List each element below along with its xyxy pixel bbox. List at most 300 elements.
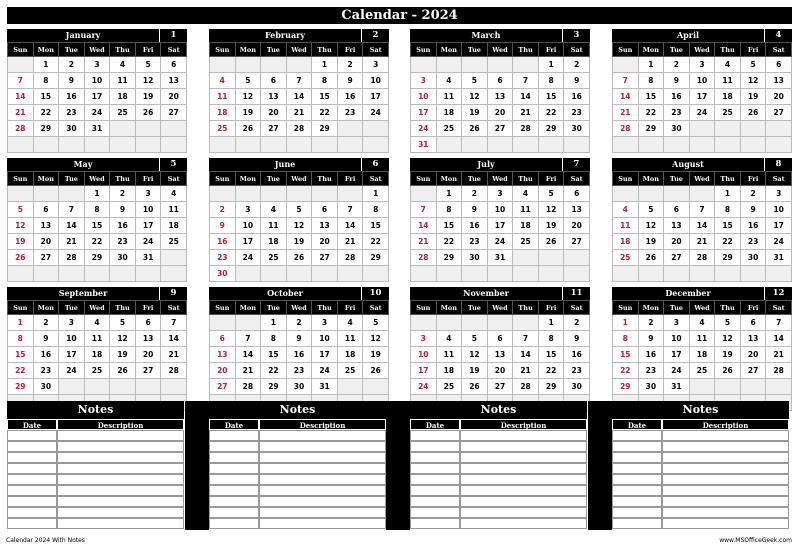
day-cell: 7 — [286, 73, 312, 89]
notes-row — [209, 496, 386, 507]
notes-date-cell — [410, 474, 460, 485]
day-cell: 5 — [740, 57, 766, 73]
weekday-header: Fri — [740, 172, 766, 186]
notes-date-cell — [7, 452, 57, 463]
day-cell: 12 — [135, 73, 161, 89]
day-cell: 18 — [436, 105, 462, 121]
day-cell: 7 — [337, 202, 363, 218]
empty-day-cell — [689, 186, 715, 202]
day-cell: 26 — [135, 105, 161, 121]
day-cell: 22 — [8, 363, 34, 379]
day-cell: 4 — [110, 57, 136, 73]
empty-day-cell — [740, 137, 766, 153]
notes-row — [410, 518, 587, 529]
day-cell: 30 — [462, 250, 488, 266]
empty-day-cell — [462, 137, 488, 153]
notes-date-cell — [410, 496, 460, 507]
footer-right: www.MSOfficeGeek.com — [719, 537, 792, 544]
month-header — [410, 158, 590, 171]
weekday-header: Fri — [135, 301, 161, 315]
day-cell: 17 — [664, 347, 690, 363]
notes-row — [612, 474, 789, 485]
empty-day-cell — [740, 121, 766, 137]
day-cell: 18 — [513, 218, 539, 234]
weekday-header: Mon — [235, 172, 261, 186]
empty-day-cell — [161, 121, 187, 137]
day-cell: 21 — [59, 234, 85, 250]
day-cell: 15 — [538, 89, 564, 105]
day-cell: 8 — [613, 331, 639, 347]
weekday-header: Wed — [84, 43, 110, 57]
notes-row — [612, 463, 789, 474]
notes-date-cell — [612, 485, 662, 496]
day-cell: 2 — [462, 186, 488, 202]
month-number: 7 — [573, 159, 580, 169]
weekday-header: Wed — [286, 301, 312, 315]
notes-row — [410, 463, 587, 474]
weekday-header: Mon — [33, 301, 59, 315]
weekday-header: Sat — [363, 301, 389, 315]
day-cell: 26 — [715, 363, 741, 379]
month-calendar — [7, 29, 187, 153]
day-cell: 21 — [513, 363, 539, 379]
notes-row — [612, 430, 789, 441]
day-cell: 28 — [8, 121, 34, 137]
empty-day-cell — [689, 137, 715, 153]
notes-row — [612, 496, 789, 507]
notes-description-cell — [460, 430, 587, 441]
day-cell: 8 — [84, 202, 110, 218]
day-cell: 26 — [286, 250, 312, 266]
day-cell: 20 — [664, 234, 690, 250]
weekday-header: Mon — [436, 43, 462, 57]
empty-day-cell — [210, 57, 236, 73]
day-cell: 13 — [210, 347, 236, 363]
day-cell: 27 — [210, 379, 236, 395]
empty-day-cell — [261, 186, 287, 202]
empty-day-cell — [8, 186, 34, 202]
day-cell: 20 — [487, 363, 513, 379]
empty-day-cell — [689, 121, 715, 137]
notes-panel — [209, 401, 386, 529]
day-cell: 26 — [638, 250, 664, 266]
empty-day-cell — [337, 266, 363, 282]
day-cell: 14 — [766, 331, 792, 347]
weekday-header: Mon — [638, 172, 664, 186]
month-header — [7, 287, 187, 300]
notes-description-cell — [662, 507, 789, 518]
notes-date-cell — [7, 518, 57, 529]
day-cell: 7 — [513, 331, 539, 347]
day-cell: 28 — [161, 363, 187, 379]
month-header — [209, 287, 389, 300]
day-cell: 19 — [135, 89, 161, 105]
day-cell: 23 — [664, 105, 690, 121]
notes-description-cell — [662, 518, 789, 529]
weekday-header: Tue — [664, 172, 690, 186]
day-cell: 23 — [110, 234, 136, 250]
weekday-header: Mon — [638, 43, 664, 57]
notes-date-cell — [612, 507, 662, 518]
day-cell: 13 — [161, 73, 187, 89]
day-cell: 7 — [513, 73, 539, 89]
empty-day-cell — [715, 137, 741, 153]
day-cell: 7 — [766, 315, 792, 331]
day-cell: 17 — [411, 105, 437, 121]
day-cell: 11 — [110, 73, 136, 89]
weekday-header: Tue — [59, 43, 85, 57]
day-cell: 23 — [740, 234, 766, 250]
weekday-header: Tue — [462, 172, 488, 186]
month-number: 3 — [573, 30, 580, 40]
month-grid — [410, 42, 590, 153]
day-cell: 5 — [638, 202, 664, 218]
weekday-header: Sat — [161, 43, 187, 57]
day-cell: 28 — [337, 250, 363, 266]
day-cell: 20 — [766, 89, 792, 105]
day-cell: 6 — [161, 57, 187, 73]
day-cell: 20 — [135, 347, 161, 363]
day-cell: 14 — [513, 89, 539, 105]
day-cell: 27 — [33, 250, 59, 266]
empty-day-cell — [411, 266, 437, 282]
notes-date-cell — [209, 496, 259, 507]
empty-day-cell — [487, 266, 513, 282]
day-cell: 13 — [766, 73, 792, 89]
month-name: May — [7, 158, 160, 171]
day-cell: 31 — [411, 137, 437, 153]
month-name: February — [209, 29, 362, 42]
empty-day-cell — [513, 266, 539, 282]
month-number: 12 — [772, 288, 785, 298]
notes-row — [410, 474, 587, 485]
weekday-header: Thu — [513, 43, 539, 57]
day-cell: 23 — [210, 250, 236, 266]
day-cell: 6 — [135, 315, 161, 331]
notes-date-header: Date — [410, 419, 460, 430]
empty-day-cell — [513, 315, 539, 331]
day-cell: 21 — [766, 347, 792, 363]
month-grid — [612, 42, 792, 153]
empty-day-cell — [638, 137, 664, 153]
notes-row — [7, 507, 184, 518]
empty-day-cell — [411, 186, 437, 202]
weekday-header: Sun — [8, 172, 34, 186]
empty-day-cell — [462, 266, 488, 282]
day-cell: 17 — [487, 218, 513, 234]
day-cell: 4 — [436, 331, 462, 347]
day-cell: 16 — [664, 89, 690, 105]
notes-row — [7, 485, 184, 496]
notes-row — [612, 518, 789, 529]
day-cell: 24 — [363, 105, 389, 121]
day-cell: 28 — [613, 121, 639, 137]
day-cell: 26 — [235, 121, 261, 137]
weekday-header: Wed — [84, 301, 110, 315]
notes-date-cell — [612, 518, 662, 529]
day-cell: 22 — [638, 105, 664, 121]
day-cell: 29 — [436, 250, 462, 266]
notes-column-headers — [7, 419, 184, 430]
day-cell: 23 — [564, 105, 590, 121]
day-cell: 19 — [235, 105, 261, 121]
day-cell: 10 — [664, 331, 690, 347]
day-cell: 16 — [286, 347, 312, 363]
day-cell: 5 — [110, 315, 136, 331]
notes-row — [209, 485, 386, 496]
notes-row — [410, 430, 587, 441]
notes-row — [7, 474, 184, 485]
empty-day-cell — [135, 137, 161, 153]
empty-day-cell — [538, 266, 564, 282]
month-header — [7, 29, 187, 42]
day-cell: 25 — [84, 363, 110, 379]
empty-day-cell — [715, 379, 741, 395]
day-cell: 14 — [337, 218, 363, 234]
notes-description-header: Description — [460, 419, 587, 430]
month-grid — [209, 42, 389, 153]
empty-day-cell — [161, 379, 187, 395]
weekday-header: Thu — [715, 43, 741, 57]
day-cell: 1 — [363, 186, 389, 202]
day-cell: 13 — [664, 218, 690, 234]
empty-day-cell — [235, 315, 261, 331]
notes-description-cell — [259, 518, 386, 529]
day-cell: 24 — [411, 121, 437, 137]
day-cell: 20 — [261, 105, 287, 121]
day-cell: 20 — [312, 234, 338, 250]
empty-day-cell — [110, 266, 136, 282]
day-cell: 9 — [740, 202, 766, 218]
notes-description-cell — [460, 452, 587, 463]
notes-date-cell — [410, 518, 460, 529]
day-cell: 10 — [84, 73, 110, 89]
notes-date-cell — [209, 430, 259, 441]
notes-description-header: Description — [259, 419, 386, 430]
weekday-header: Sat — [564, 172, 590, 186]
day-cell: 24 — [135, 234, 161, 250]
month-name: August — [612, 158, 765, 171]
empty-day-cell — [740, 266, 766, 282]
day-cell: 5 — [462, 331, 488, 347]
day-cell: 29 — [538, 379, 564, 395]
empty-day-cell — [337, 137, 363, 153]
day-cell: 19 — [462, 363, 488, 379]
day-cell: 30 — [110, 250, 136, 266]
empty-day-cell — [337, 379, 363, 395]
day-cell: 8 — [638, 73, 664, 89]
day-cell: 3 — [312, 315, 338, 331]
day-cell: 20 — [33, 234, 59, 250]
day-cell: 2 — [664, 57, 690, 73]
notes-row — [612, 452, 789, 463]
day-cell: 30 — [564, 121, 590, 137]
day-cell: 25 — [715, 105, 741, 121]
month-header — [612, 158, 792, 171]
notes-row — [410, 441, 587, 452]
day-cell: 24 — [235, 250, 261, 266]
notes-description-cell — [57, 518, 184, 529]
empty-day-cell — [210, 186, 236, 202]
empty-day-cell — [312, 186, 338, 202]
day-cell: 17 — [689, 89, 715, 105]
day-cell: 12 — [462, 89, 488, 105]
day-cell: 29 — [312, 121, 338, 137]
day-cell: 14 — [411, 218, 437, 234]
day-cell: 31 — [664, 379, 690, 395]
day-cell: 31 — [84, 121, 110, 137]
weekday-header: Fri — [337, 43, 363, 57]
weekday-header: Mon — [436, 172, 462, 186]
day-cell: 27 — [740, 363, 766, 379]
empty-day-cell — [462, 57, 488, 73]
day-cell: 1 — [538, 315, 564, 331]
weekday-header: Wed — [286, 172, 312, 186]
empty-day-cell — [161, 266, 187, 282]
month-number: 1 — [170, 30, 177, 40]
empty-day-cell — [664, 137, 690, 153]
month-number: 2 — [372, 30, 379, 40]
day-cell: 17 — [363, 89, 389, 105]
day-cell: 12 — [110, 331, 136, 347]
day-cell: 1 — [33, 57, 59, 73]
notes-row — [209, 452, 386, 463]
day-cell: 27 — [161, 105, 187, 121]
day-cell: 23 — [462, 234, 488, 250]
empty-day-cell — [235, 57, 261, 73]
day-cell: 2 — [286, 315, 312, 331]
empty-day-cell — [337, 121, 363, 137]
day-cell: 26 — [740, 105, 766, 121]
empty-day-cell — [110, 121, 136, 137]
day-cell: 9 — [33, 331, 59, 347]
day-cell: 28 — [411, 250, 437, 266]
notes-panel — [7, 401, 184, 529]
day-cell: 30 — [564, 379, 590, 395]
day-cell: 13 — [312, 218, 338, 234]
empty-day-cell — [638, 186, 664, 202]
day-cell: 4 — [689, 315, 715, 331]
day-cell: 5 — [715, 315, 741, 331]
empty-day-cell — [363, 266, 389, 282]
day-cell: 11 — [210, 89, 236, 105]
empty-day-cell — [33, 137, 59, 153]
empty-day-cell — [8, 57, 34, 73]
empty-day-cell — [715, 266, 741, 282]
notes-row — [209, 430, 386, 441]
day-cell: 14 — [286, 89, 312, 105]
empty-day-cell — [363, 137, 389, 153]
day-cell: 3 — [235, 202, 261, 218]
day-cell: 4 — [513, 186, 539, 202]
notes-row — [7, 441, 184, 452]
month-header — [7, 158, 187, 171]
notes-date-header: Date — [7, 419, 57, 430]
day-cell: 27 — [664, 250, 690, 266]
day-cell: 22 — [363, 234, 389, 250]
day-cell: 21 — [337, 234, 363, 250]
month-name: April — [612, 29, 765, 42]
day-cell: 10 — [135, 202, 161, 218]
day-cell: 7 — [411, 202, 437, 218]
day-cell: 2 — [59, 57, 85, 73]
day-cell: 21 — [161, 347, 187, 363]
day-cell: 21 — [513, 105, 539, 121]
notes-row — [410, 496, 587, 507]
weekday-header: Wed — [487, 301, 513, 315]
empty-day-cell — [110, 379, 136, 395]
day-cell: 9 — [337, 73, 363, 89]
notes-divider — [588, 401, 612, 530]
notes-description-cell — [259, 485, 386, 496]
month-calendar — [410, 287, 590, 411]
weekday-header: Thu — [110, 43, 136, 57]
day-cell: 3 — [766, 186, 792, 202]
day-cell: 10 — [487, 202, 513, 218]
day-cell: 30 — [210, 266, 236, 282]
empty-day-cell — [135, 121, 161, 137]
day-cell: 11 — [337, 331, 363, 347]
day-cell: 13 — [261, 89, 287, 105]
day-cell: 30 — [638, 379, 664, 395]
weekday-header: Wed — [689, 172, 715, 186]
day-cell: 27 — [487, 121, 513, 137]
day-cell: 8 — [436, 202, 462, 218]
day-cell: 9 — [286, 331, 312, 347]
day-cell: 1 — [715, 186, 741, 202]
day-cell: 27 — [135, 363, 161, 379]
notes-description-header: Description — [662, 419, 789, 430]
empty-day-cell — [538, 137, 564, 153]
day-cell: 12 — [363, 331, 389, 347]
notes-date-cell — [410, 441, 460, 452]
weekday-header: Mon — [436, 301, 462, 315]
weekday-header: Sun — [210, 43, 236, 57]
day-cell: 5 — [363, 315, 389, 331]
day-cell: 9 — [59, 73, 85, 89]
day-cell: 27 — [261, 121, 287, 137]
notes-description-cell — [57, 463, 184, 474]
empty-day-cell — [59, 379, 85, 395]
day-cell: 19 — [8, 234, 34, 250]
empty-day-cell — [286, 186, 312, 202]
day-cell: 13 — [487, 89, 513, 105]
day-cell: 16 — [210, 234, 236, 250]
day-cell: 16 — [740, 218, 766, 234]
day-cell: 6 — [210, 331, 236, 347]
day-cell: 1 — [436, 186, 462, 202]
empty-day-cell — [59, 137, 85, 153]
notes-row — [7, 452, 184, 463]
day-cell: 20 — [564, 218, 590, 234]
weekday-header: Mon — [638, 301, 664, 315]
day-cell: 12 — [538, 202, 564, 218]
notes-description-cell — [259, 452, 386, 463]
month-calendar — [7, 158, 187, 282]
empty-day-cell — [286, 137, 312, 153]
day-cell: 5 — [8, 202, 34, 218]
day-cell: 17 — [135, 218, 161, 234]
day-cell: 24 — [84, 105, 110, 121]
day-cell: 9 — [110, 202, 136, 218]
empty-day-cell — [638, 266, 664, 282]
notes-row — [7, 463, 184, 474]
notes-date-cell — [209, 463, 259, 474]
notes-row — [410, 452, 587, 463]
empty-day-cell — [8, 266, 34, 282]
notes-description-cell — [259, 441, 386, 452]
empty-day-cell — [564, 250, 590, 266]
